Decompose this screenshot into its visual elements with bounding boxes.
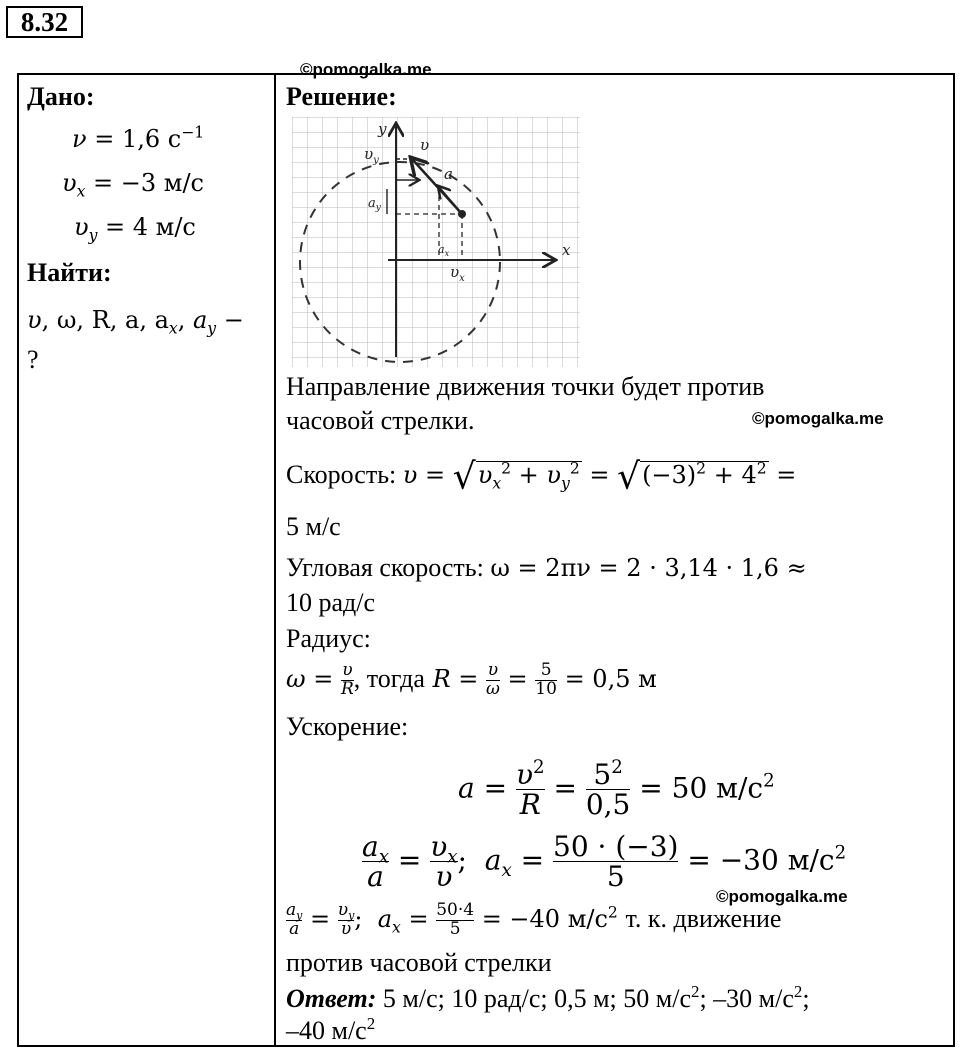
label-vy: $\upsilon_y$ (364, 145, 379, 166)
grid-paper (292, 117, 580, 367)
label-a: a (444, 165, 453, 183)
y-axis-label: y (378, 120, 387, 138)
watermark-bottom: ©pomogalka.me (716, 887, 848, 906)
given-vy: $\upsilon_y = 4$ м/с (74, 213, 196, 245)
given-vx: $\upsilon_x = -3$ м/с (62, 169, 204, 201)
find-heading: Найти: (27, 258, 112, 287)
ay-formula: $\frac{a_y}{a}$ = $\frac{\upsilon_y}{\upsilon}$ ; $a_x$ = $\frac{50\cdot 4}{5}$ = −40 $м/с^2$ т. к. движение (286, 900, 782, 939)
speed-result: 5 м/с (286, 512, 341, 541)
circle-sketch (292, 117, 580, 367)
watermark-middle: ©pomogalka.me (752, 409, 884, 428)
column-divider (274, 73, 276, 1047)
x-axis-label: x (562, 241, 571, 259)
answer-line-2: –40 $м/с^2$ (286, 1013, 376, 1045)
given-nu: ν = 1,6 $с^{-1}$ (72, 123, 205, 153)
label-vx: $\upsilon_x$ (450, 263, 465, 284)
radius-formula: ω = $\frac{\upsilon}{R}$ , тогда R = $\frac{\upsilon}{\omega}$ = $\frac{5}{10}$ = 0,5 м (286, 660, 657, 699)
angular-result: 10 рад/с (286, 588, 376, 617)
given-heading: Дано: (27, 82, 95, 111)
radius-label: Радиус: (286, 624, 371, 653)
speed-formula: Скорость: $\upsilon = √\upsilon_x^2 + \upsilon_y^2 = √(-3)^2 + 4^2$ = (286, 456, 797, 498)
watermark-top: ©pomogalka.me (300, 60, 432, 79)
direction-line-1: Направление движения точки будет против (286, 372, 765, 401)
ay-note: против часовой стрелки (286, 948, 552, 977)
solution-heading: Решение: (286, 82, 397, 111)
accel-label: Ускорение: (286, 712, 409, 741)
label-ay: $a_y$ (368, 196, 381, 213)
find-question: ? (27, 345, 39, 374)
label-v: υ (420, 136, 430, 154)
direction-line-2: часовой стрелки. (286, 406, 475, 435)
accel-formula: a = $\frac{\upsilon^2}{R}$ = $\frac{5^2}{0,5}$ = 50 $м/с^2$ (458, 757, 775, 822)
label-ax: $a_x$ (438, 243, 450, 258)
answer-line-1: Ответ: 5 м/с; 10 рад/с; 0,5 м; 50 $м/с^2$; –30 $м/с^2$; (286, 981, 810, 1013)
problem-number: 8.32 (6, 6, 83, 38)
angular-speed: Угловая скорость: ω = 2πν = 2 · 3,14 · 1,6 ≈ (286, 553, 807, 582)
ax-formula: $\frac{a_x}{a}$ = $\frac{\upsilon_x}{\upsilon}$ ; $a_x$ = $\frac{50 \cdot (-3)}{5}$ = −30 $м/с^2$ (362, 830, 847, 894)
find-items: υ, ω, R, a, $a_x$, $a_y$ − (27, 306, 244, 338)
